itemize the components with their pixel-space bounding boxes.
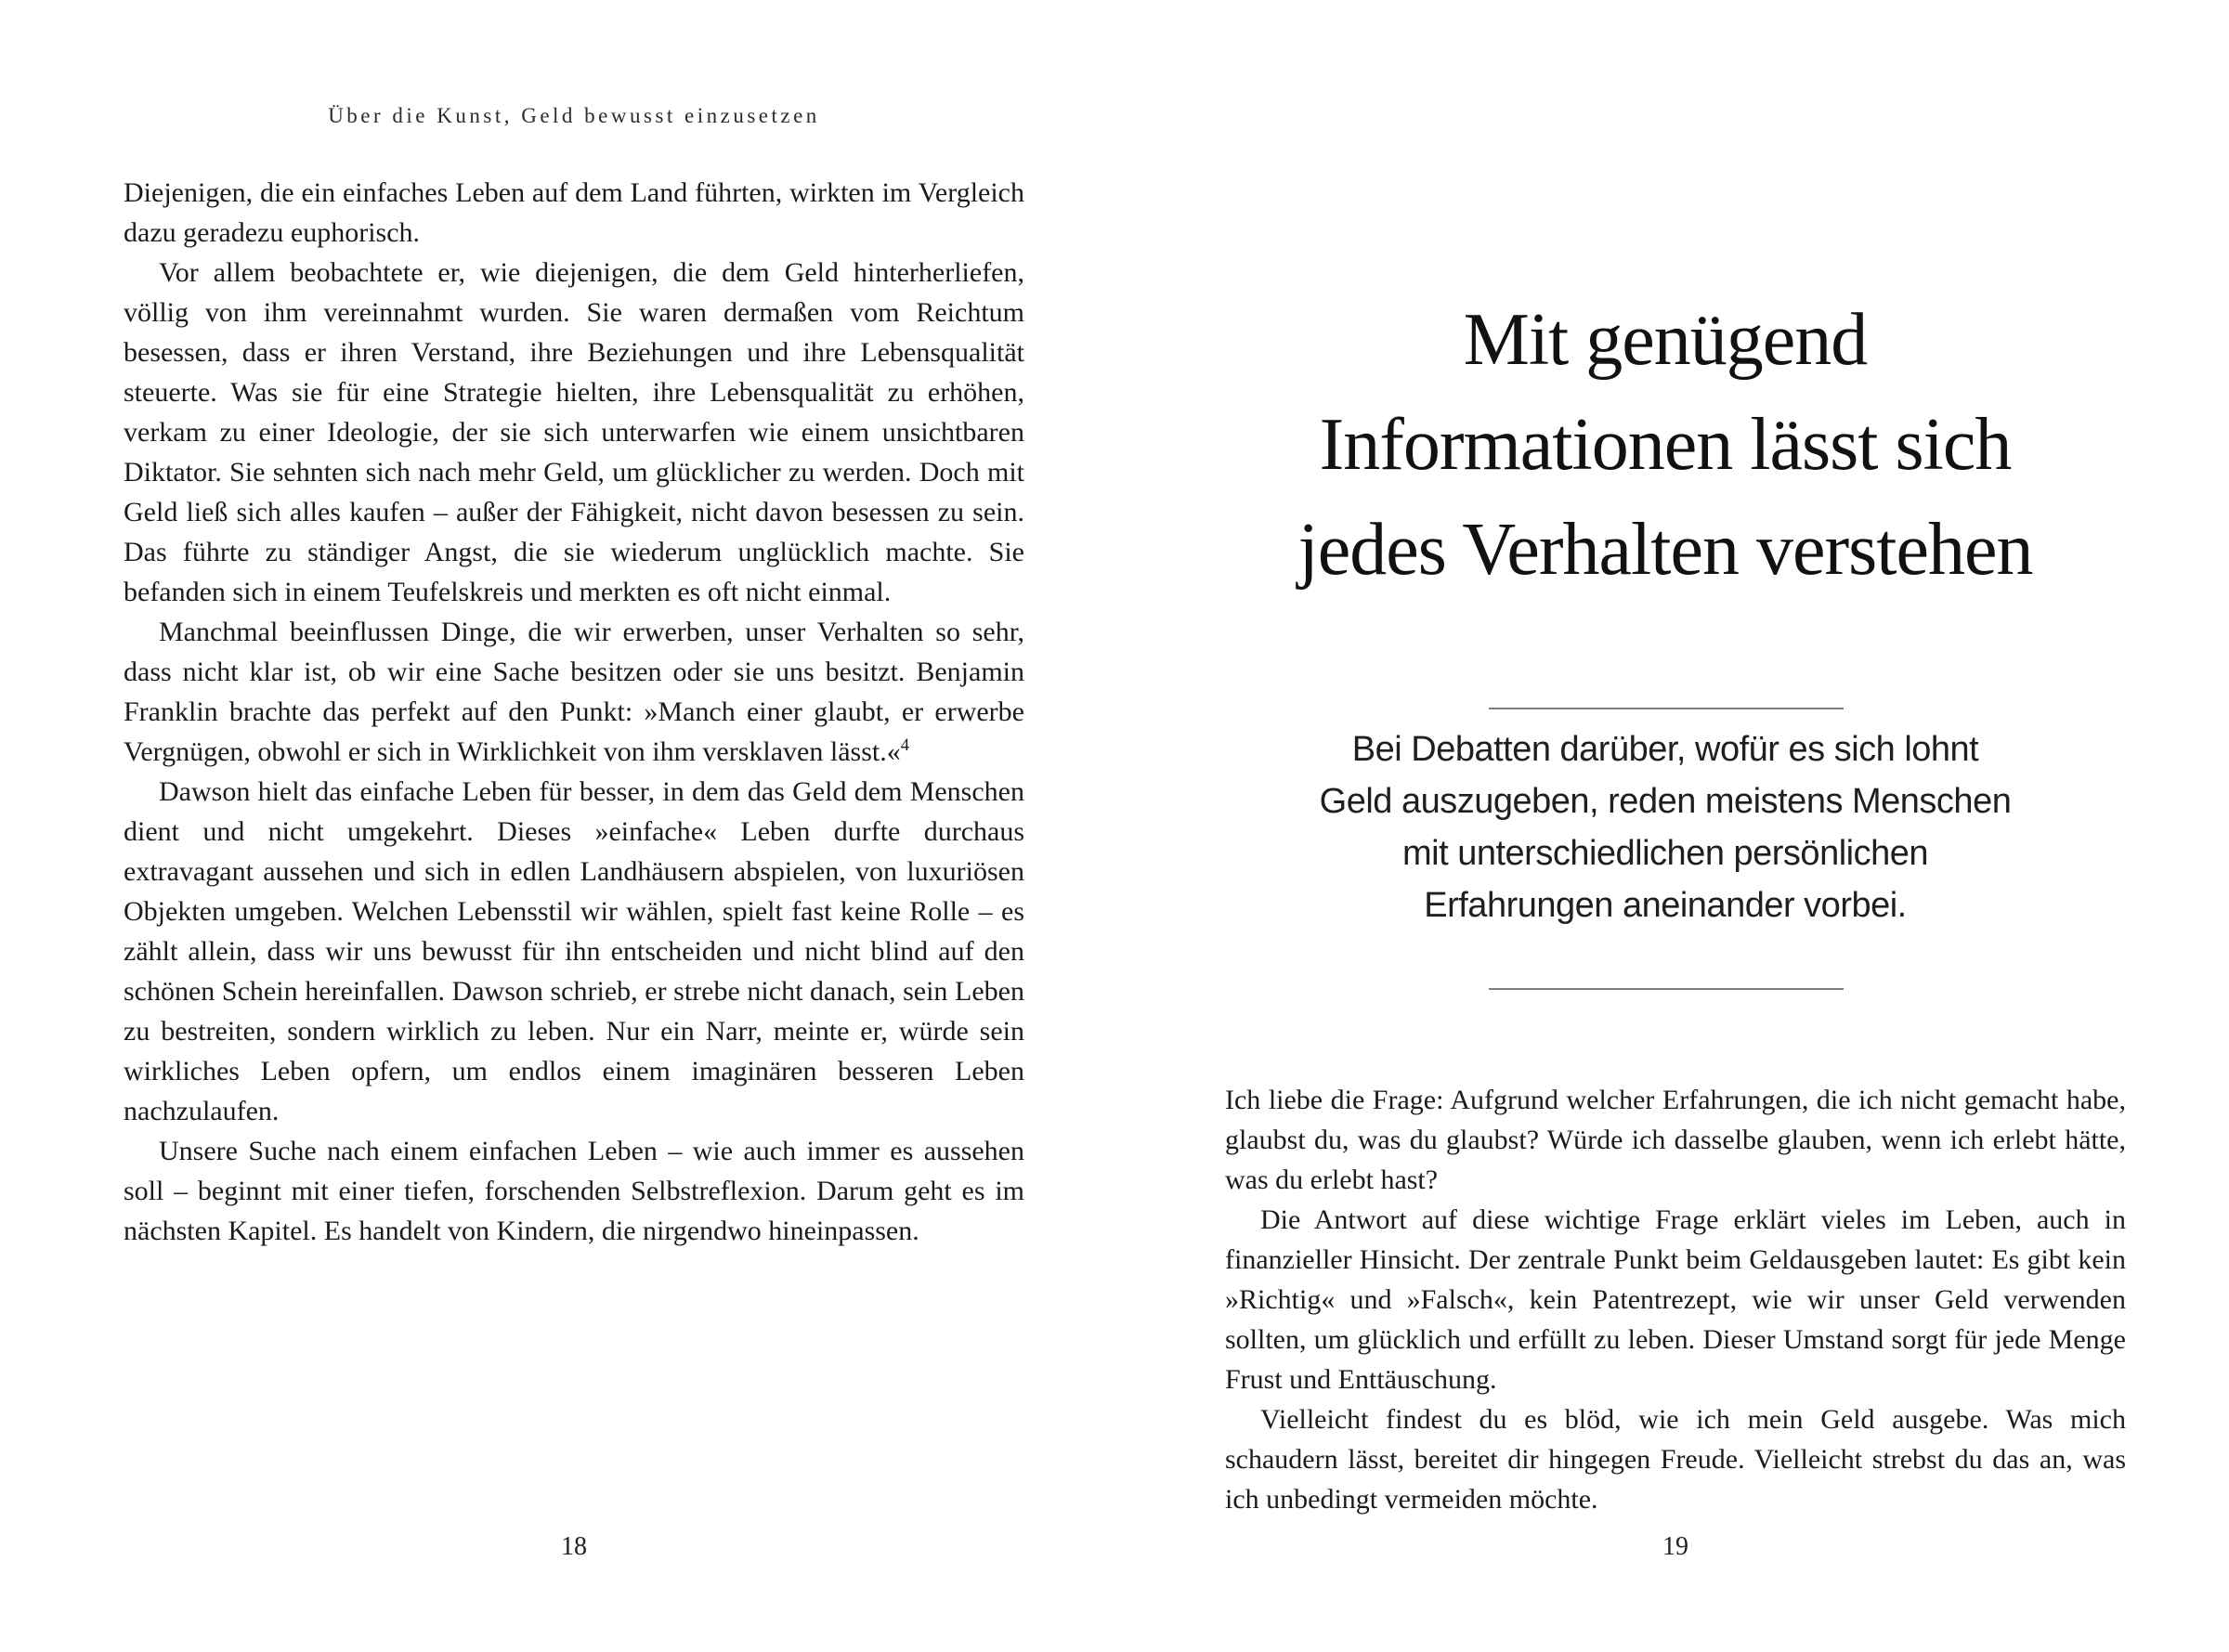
footnote-marker: 4	[900, 735, 910, 755]
divider-rule-top	[1489, 708, 1844, 709]
paragraph: Dawson hielt das einfache Leben für besser, in dem das Geld dem Menschen dient und nicht umgekehrt. Dieses »einfache« Leben durfte durchaus extravagant aussehen und sich in edlen Landhäusern abspielen, von luxuriösen Objekten umgeben. Welchen Lebensstil wir wählen, spielt fast keine Rolle – es zählt allein, dass wir uns bewusst für ihn entscheiden und nicht blind auf den schönen Schein hereinfallen. Dawson schrieb, er strebe nicht danach, sein Leben zu bestreiten, sondern wirklich zu leben. Nur ein Narr, meinte er, würde sein wirkliches Leben opfern, um endlos einem imaginären besseren Leben nachzulaufen.	[124, 776, 1024, 1126]
paragraph: Vielleicht findest du es blöd, wie ich mein Geld ausgebe. Was mich schaudern lässt, bereitet dir hingegen Freude. Vielleicht strebst du das an, was ich unbedingt vermeiden möchte.	[1225, 1404, 2126, 1515]
paragraph: Manchmal beeinflussen Dinge, die wir erwerben, unser Verhalten so sehr, dass nicht klar ist, ob wir eine Sache besitzen oder sie uns besitzt. Benjamin Franklin brachte das perfekt auf den Punkt: »Manch einer glaubt, er erwerbe Vergnügen, obwohl er sich in Wirklichkeit von ihm versklaven lässt.«$^4$	[124, 617, 1024, 767]
chapter-deck-line: Geld auszugeben, reden meistens Menschen	[1319, 782, 2012, 821]
right-page-body	[1225, 1080, 2126, 1519]
page-number-right: 19	[1662, 1532, 1688, 1561]
chapter-deck-line: mit unterschiedlichen persönlichen	[1402, 834, 1928, 873]
chapter-deck-line: Bei Debatten darüber, wofür es sich lohnt	[1351, 730, 1979, 769]
left-page-body	[124, 173, 1024, 1251]
chapter-deck	[1225, 723, 2105, 931]
running-head: Über die Kunst, Geld bewusst einzusetzen	[328, 104, 820, 127]
page-right	[1114, 0, 2229, 1652]
chapter-title	[1225, 288, 2105, 603]
divider-rule-bottom	[1489, 988, 1844, 990]
paragraph: Ich liebe die Frage: Aufgrund welcher Erfahrungen, die ich nicht gemacht habe, glaubst du, was du glaubst? Würde ich dasselbe glauben, wenn ich erlebt hätte, was du erlebt hast?	[1225, 1085, 2126, 1195]
page-number-left: 18	[561, 1532, 587, 1561]
page-left	[0, 0, 1114, 1652]
paragraph: Diejenigen, die ein einfaches Leben auf dem Land führten, wirkten im Vergleich dazu geradezu euphorisch.	[124, 177, 1024, 248]
paragraph: Vor allem beobachtete er, wie diejenigen, die dem Geld hinterherliefen, völlig von ihm vereinnahmt wurden. Sie waren dermaßen vom Reichtum besessen, dass er ihren Verstand, ihre Beziehungen und ihre Lebensqualität steuerte. Was sie für eine Strategie hielten, ihre Lebensqualität zu erhöhen, verkam zu einer Ideologie, der sie sich unterwarfen wie einem unsichtbaren Diktator. Sie sehnten sich nach mehr Geld, um glücklicher zu werden. Doch mit Geld ließ sich alles kaufen – außer der Fähigkeit, nicht davon besessen zu sein. Das führte zu ständiger Angst, die sie wiederum unglücklich machte. Sie befanden sich in einem Teufelskreis und merkten es oft nicht einmal.	[124, 257, 1024, 607]
chapter-deck-line: Erfahrungen aneinander vorbei.	[1424, 886, 1907, 925]
chapter-title-line: Mit genügend	[1463, 299, 1868, 381]
paragraph: Unsere Suche nach einem einfachen Leben – wie auch immer es aussehen soll – beginnt mit einer tiefen, forschenden Selbstreflexion. Darum geht es im nächsten Kapitel. Es handelt von Kindern, die nirgendwo hineinpassen.	[124, 1136, 1024, 1246]
paragraph: Die Antwort auf diese wichtige Frage erklärt vieles im Leben, auch in finanzieller Hinsicht. Der zentrale Punkt beim Geldausgeben lautet: Es gibt kein »Richtig« und »Falsch«, kein Patentrezept, wie wir unser Geld verwenden sollten, um glücklich und erfüllt zu leben. Dieser Umstand sorgt für jede Menge Frust und Enttäuschung.	[1225, 1204, 2126, 1395]
chapter-title-line: jedes Verhalten verstehen	[1297, 509, 2033, 591]
chapter-title-line: Informationen lässt sich	[1319, 404, 2012, 486]
